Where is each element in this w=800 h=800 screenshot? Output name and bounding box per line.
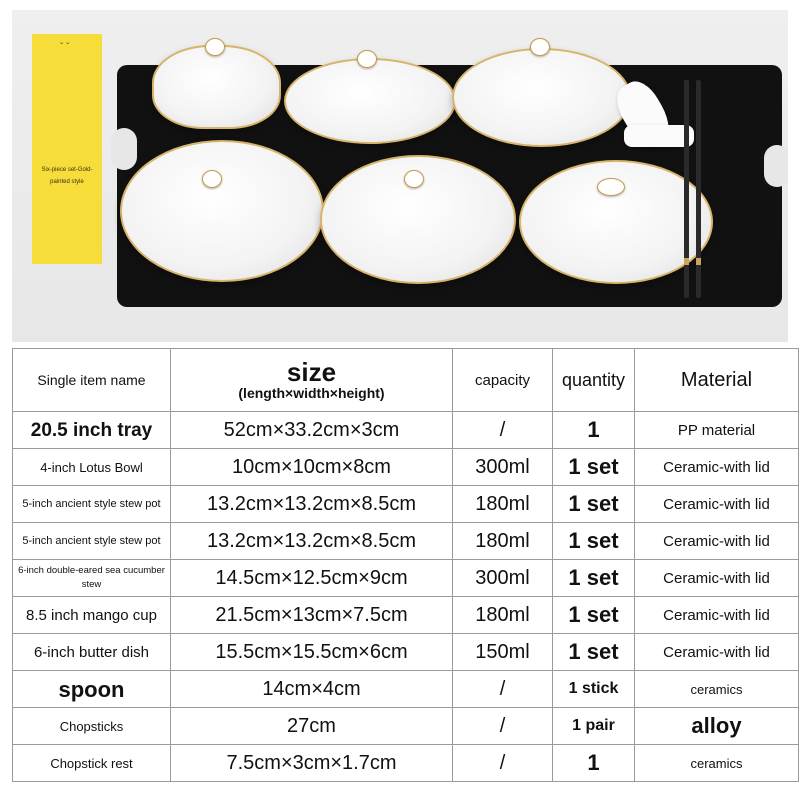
- item-capacity: 180ml: [453, 486, 553, 523]
- table-row: [13, 708, 799, 745]
- item-capacity: 300ml: [453, 560, 553, 597]
- item-name: spoon: [13, 671, 171, 708]
- item-name: Chopsticks: [13, 708, 171, 745]
- item-size: 14.5cm×12.5cm×9cm: [171, 560, 453, 597]
- sea-cucumber-stew-knob-icon: [202, 170, 222, 188]
- item-quantity: 1: [553, 745, 635, 782]
- table-row: [13, 523, 799, 560]
- item-size: 13.2cm×13.2cm×8.5cm: [171, 486, 453, 523]
- table-row: [13, 597, 799, 634]
- specification-table: [12, 348, 799, 782]
- item-capacity: 180ml: [453, 523, 553, 560]
- item-material: Ceramic-with lid: [635, 634, 799, 671]
- yellow-label-tag: [32, 34, 102, 264]
- chopstick-2: [696, 80, 701, 298]
- header-size-title: size: [286, 357, 337, 387]
- lotus-bowl: [152, 45, 281, 129]
- table-row: [13, 671, 799, 708]
- product-photo: [12, 10, 788, 342]
- item-name: 6-inch double-eared sea cucumber stew: [13, 560, 171, 597]
- item-name: 5-inch ancient style stew pot: [13, 523, 171, 560]
- stew-pot-2-knob-icon: [530, 38, 550, 56]
- item-quantity: 1 set: [553, 560, 635, 597]
- item-size: 52cm×33.2cm×3cm: [171, 412, 453, 449]
- item-size: 27cm: [171, 708, 453, 745]
- item-quantity: 1 set: [553, 486, 635, 523]
- stew-pot-2: [452, 48, 631, 147]
- item-capacity: 180ml: [453, 597, 553, 634]
- item-capacity: /: [453, 745, 553, 782]
- item-name: Chopstick rest: [13, 745, 171, 782]
- tag-mark-icon: ˇ ˇ: [60, 42, 70, 53]
- item-name: 4-inch Lotus Bowl: [13, 449, 171, 486]
- table-row: [13, 634, 799, 671]
- item-material: Ceramic-with lid: [635, 449, 799, 486]
- item-name: 5-inch ancient style stew pot: [13, 486, 171, 523]
- item-capacity: /: [453, 412, 553, 449]
- item-material: Ceramic-with lid: [635, 523, 799, 560]
- header-item-name: Single item name: [13, 349, 171, 412]
- header-capacity: capacity: [453, 349, 553, 412]
- item-size: 15.5cm×15.5cm×6cm: [171, 634, 453, 671]
- item-material: Ceramic-with lid: [635, 560, 799, 597]
- item-name: 8.5 inch mango cup: [13, 597, 171, 634]
- table-row: [13, 745, 799, 782]
- chopstick-1: [684, 80, 689, 298]
- stew-pot-1: [284, 58, 456, 144]
- item-size: 21.5cm×13cm×7.5cm: [171, 597, 453, 634]
- table-row: [13, 486, 799, 523]
- table-row: [13, 560, 799, 597]
- item-material: Ceramic-with lid: [635, 597, 799, 634]
- item-name: 6-inch butter dish: [13, 634, 171, 671]
- item-material: PP material: [635, 412, 799, 449]
- item-name: 20.5 inch tray: [13, 412, 171, 449]
- stew-pot-1-knob-icon: [357, 50, 377, 68]
- item-capacity: 300ml: [453, 449, 553, 486]
- table-row: [13, 449, 799, 486]
- header-material: Material: [635, 349, 799, 412]
- item-capacity: /: [453, 671, 553, 708]
- item-size: 7.5cm×3cm×1.7cm: [171, 745, 453, 782]
- item-size: 14cm×4cm: [171, 671, 453, 708]
- item-material: ceramics: [635, 745, 799, 782]
- sea-cucumber-stew: [120, 140, 324, 282]
- item-quantity: 1 set: [553, 523, 635, 560]
- table-row: [13, 412, 799, 449]
- item-quantity: 1 set: [553, 634, 635, 671]
- butter-dish-handle-icon: [597, 178, 625, 196]
- header-size: [171, 349, 453, 412]
- item-size: 10cm×10cm×8cm: [171, 449, 453, 486]
- item-capacity: /: [453, 708, 553, 745]
- item-material: alloy: [635, 708, 799, 745]
- item-quantity: 1 stick: [553, 671, 635, 708]
- item-capacity: 150ml: [453, 634, 553, 671]
- header-quantity: quantity: [553, 349, 635, 412]
- item-quantity: 1 set: [553, 449, 635, 486]
- item-quantity: 1: [553, 412, 635, 449]
- tag-caption: Six-piece set-Gold-painted style: [41, 167, 93, 185]
- item-size: 13.2cm×13.2cm×8.5cm: [171, 523, 453, 560]
- mango-cup-knob-icon: [404, 170, 424, 188]
- lotus-bowl-knob-icon: [205, 38, 225, 56]
- tray-handle-right: [764, 145, 788, 187]
- item-material: Ceramic-with lid: [635, 486, 799, 523]
- tray-handle-left: [111, 128, 137, 170]
- table-header-row: [13, 349, 799, 412]
- item-quantity: 1 pair: [553, 708, 635, 745]
- item-material: ceramics: [635, 671, 799, 708]
- header-size-subtitle: (length×width×height): [238, 385, 385, 401]
- item-quantity: 1 set: [553, 597, 635, 634]
